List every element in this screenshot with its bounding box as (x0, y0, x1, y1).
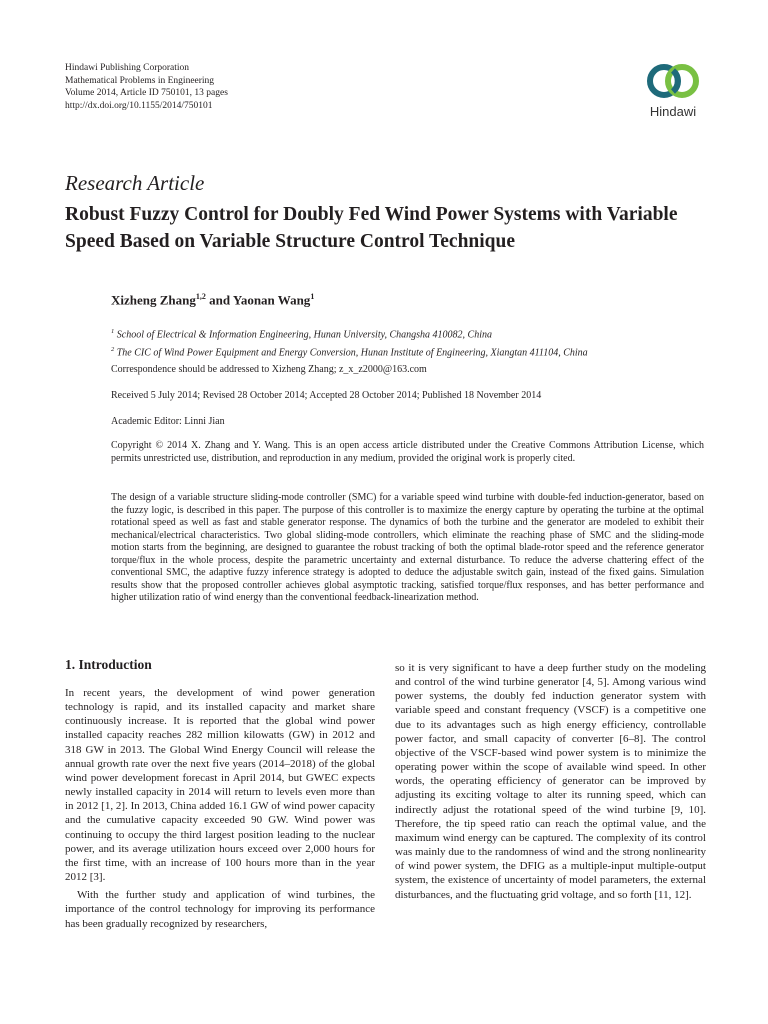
left-column (65, 686, 375, 931)
correspondence: Correspondence should be addressed to Xizheng Zhang; z_x_z2000@163.com (111, 364, 427, 375)
hindawi-logo-icon (636, 58, 710, 104)
paper-title: Robust Fuzzy Control for Doubly Fed Wind Power Systems with Variable Speed Based on Variable Structure Control Technique (65, 204, 678, 252)
paragraph: In recent years, the development of wind power generation technology is rapid, and its installed capacity and market share continuously increase. It is reported that the global wind power installed capacity reaches 282 million kilowatts (GW) in 2012 and 318 GW in 2013. The Global Wind Energy Council will release the annual growth rate over the next five years (2014–2018) of the global wind power development forecast in April 2014, but GWEC expects newly installed capacity in 2014 will return to levels even more than in 2012 [1, 2]. In 2013, China added 16.1 GW of wind power capacity and the cumulative capacity exceeded 90 GW. Wind power was continuing to occupy the third largest position leading to the nuclear power, and its average utilization hours exceed over 2,000 hours for the first time, with an increase of 100 hours more than in the year 2012 [3]. (65, 687, 375, 884)
journal-header (65, 62, 228, 112)
article-type: Research Article (65, 171, 205, 195)
hindawi-logo-text: Hindawi (649, 104, 697, 119)
author-name: Xizheng Zhang (111, 292, 196, 308)
author-join: and (205, 292, 233, 308)
volume-info: Volume 2014, Article ID 750101, 13 pages (65, 88, 228, 98)
author-affiliation-mark: 1 (310, 292, 315, 301)
affiliation-item: $^2$ The CIC of Wind Power Equipment and Energy Conversion, Hunan Institute of Engineering, Xiangtan 411104, China (111, 346, 588, 359)
author-affiliation-mark: 1,2 (195, 292, 206, 301)
paragraph: With the further study and application of wind turbines, the importance of the control technology for improving its performance has been gradually recognized by researchers, (65, 889, 375, 930)
affiliations (111, 324, 731, 361)
section-heading: 1. Introduction (65, 657, 152, 672)
abstract: The design of a variable structure sliding-mode controller (SMC) for a variable speed wind turbine with double-fed induction-generator, based on the fuzzy logic, is described in this paper. The purpose of this controller is to maximize the energy capture by operating the turbine at the optimal rotational speed as well as fast and stable generator response. The dynamics of both the turbine and the generator are modeled to exhibit their mechanical/electrical characteristics. Two global sliding-mode controllers, which eliminate the reaching phase of SMC and the sliding-mode motion starts from the beginning, are designed to guarantee the robust tracking of both the optimal blade-rotor speed and the reference generator torque/flux in the whole process, despite the parametric uncertainty and external disturbance. To reduce the adverse chattering effect of the conventional SMC, the adaptive fuzzy inference strategy is adopted to deduce the adjustable switch gain, instead of the fixed gains. Simulation results show that the proposed controller achieves global asymptotic tracking, satisfied torque/flux responses, and has better performance and higher utilization ratio of wind energy than the conventional feedback-linearization method. (111, 492, 704, 603)
publication-dates: Received 5 July 2014; Revised 28 October 2014; Accepted 28 October 2014; Published 18 November 2014 (111, 390, 542, 401)
author-list (111, 292, 314, 308)
paragraph: so it is very significant to have a deep further study on the modeling and control of the wind turbine generator [4, 5]. Among various wind power systems, the doubly fed induction generator system with variable speed and constant frequency (VSCF) is a competitive one due to its advantages such as high energy efficiency, controllable power factor, and small capacity of converter [6–8]. The control objective of the VSCF-based wind power system is to minimize the operating power within the scope of available wind speed. In other words, the operating efficiency of generator can be improved by adjusting its exciting voltage to alter its running speed, which can indirectly adjust the rotational speed of the wind turbine [9, 10]. Therefore, the tip speed ratio can reach the optimal value, and the maximum wind energy can be captured. The complexity of its control was mainly due to the randomness of wind and the strong nonlinearity of wind power system, the DFIG as a multiple-input multiple-output system, the existence of uncertainty of model parameters, the external disturbances, and the fluctuating grid voltage, and so forth [11, 12]. (395, 662, 706, 901)
right-column (395, 661, 706, 902)
copyright-notice: Copyright © 2014 X. Zhang and Y. Wang. This is an open access article distributed under the Creative Commons Attribution License, which permits unrestricted use, distribution, and reproduction in any medium, provided the original work is properly cited. (111, 440, 704, 464)
publisher-name: Hindawi Publishing Corporation (65, 63, 190, 73)
doi-link[interactable]: http://dx.doi.org/10.1155/2014/750101 (65, 100, 213, 111)
author-name: Yaonan Wang (232, 292, 311, 308)
journal-name: Mathematical Problems in Engineering (65, 75, 215, 86)
hindawi-logo (636, 58, 710, 118)
academic-editor: Academic Editor: Linni Jian (111, 416, 225, 427)
affiliation-item: $^1$ School of Electrical & Information Engineering, Hunan University, Changsha 410082, China (111, 328, 492, 341)
